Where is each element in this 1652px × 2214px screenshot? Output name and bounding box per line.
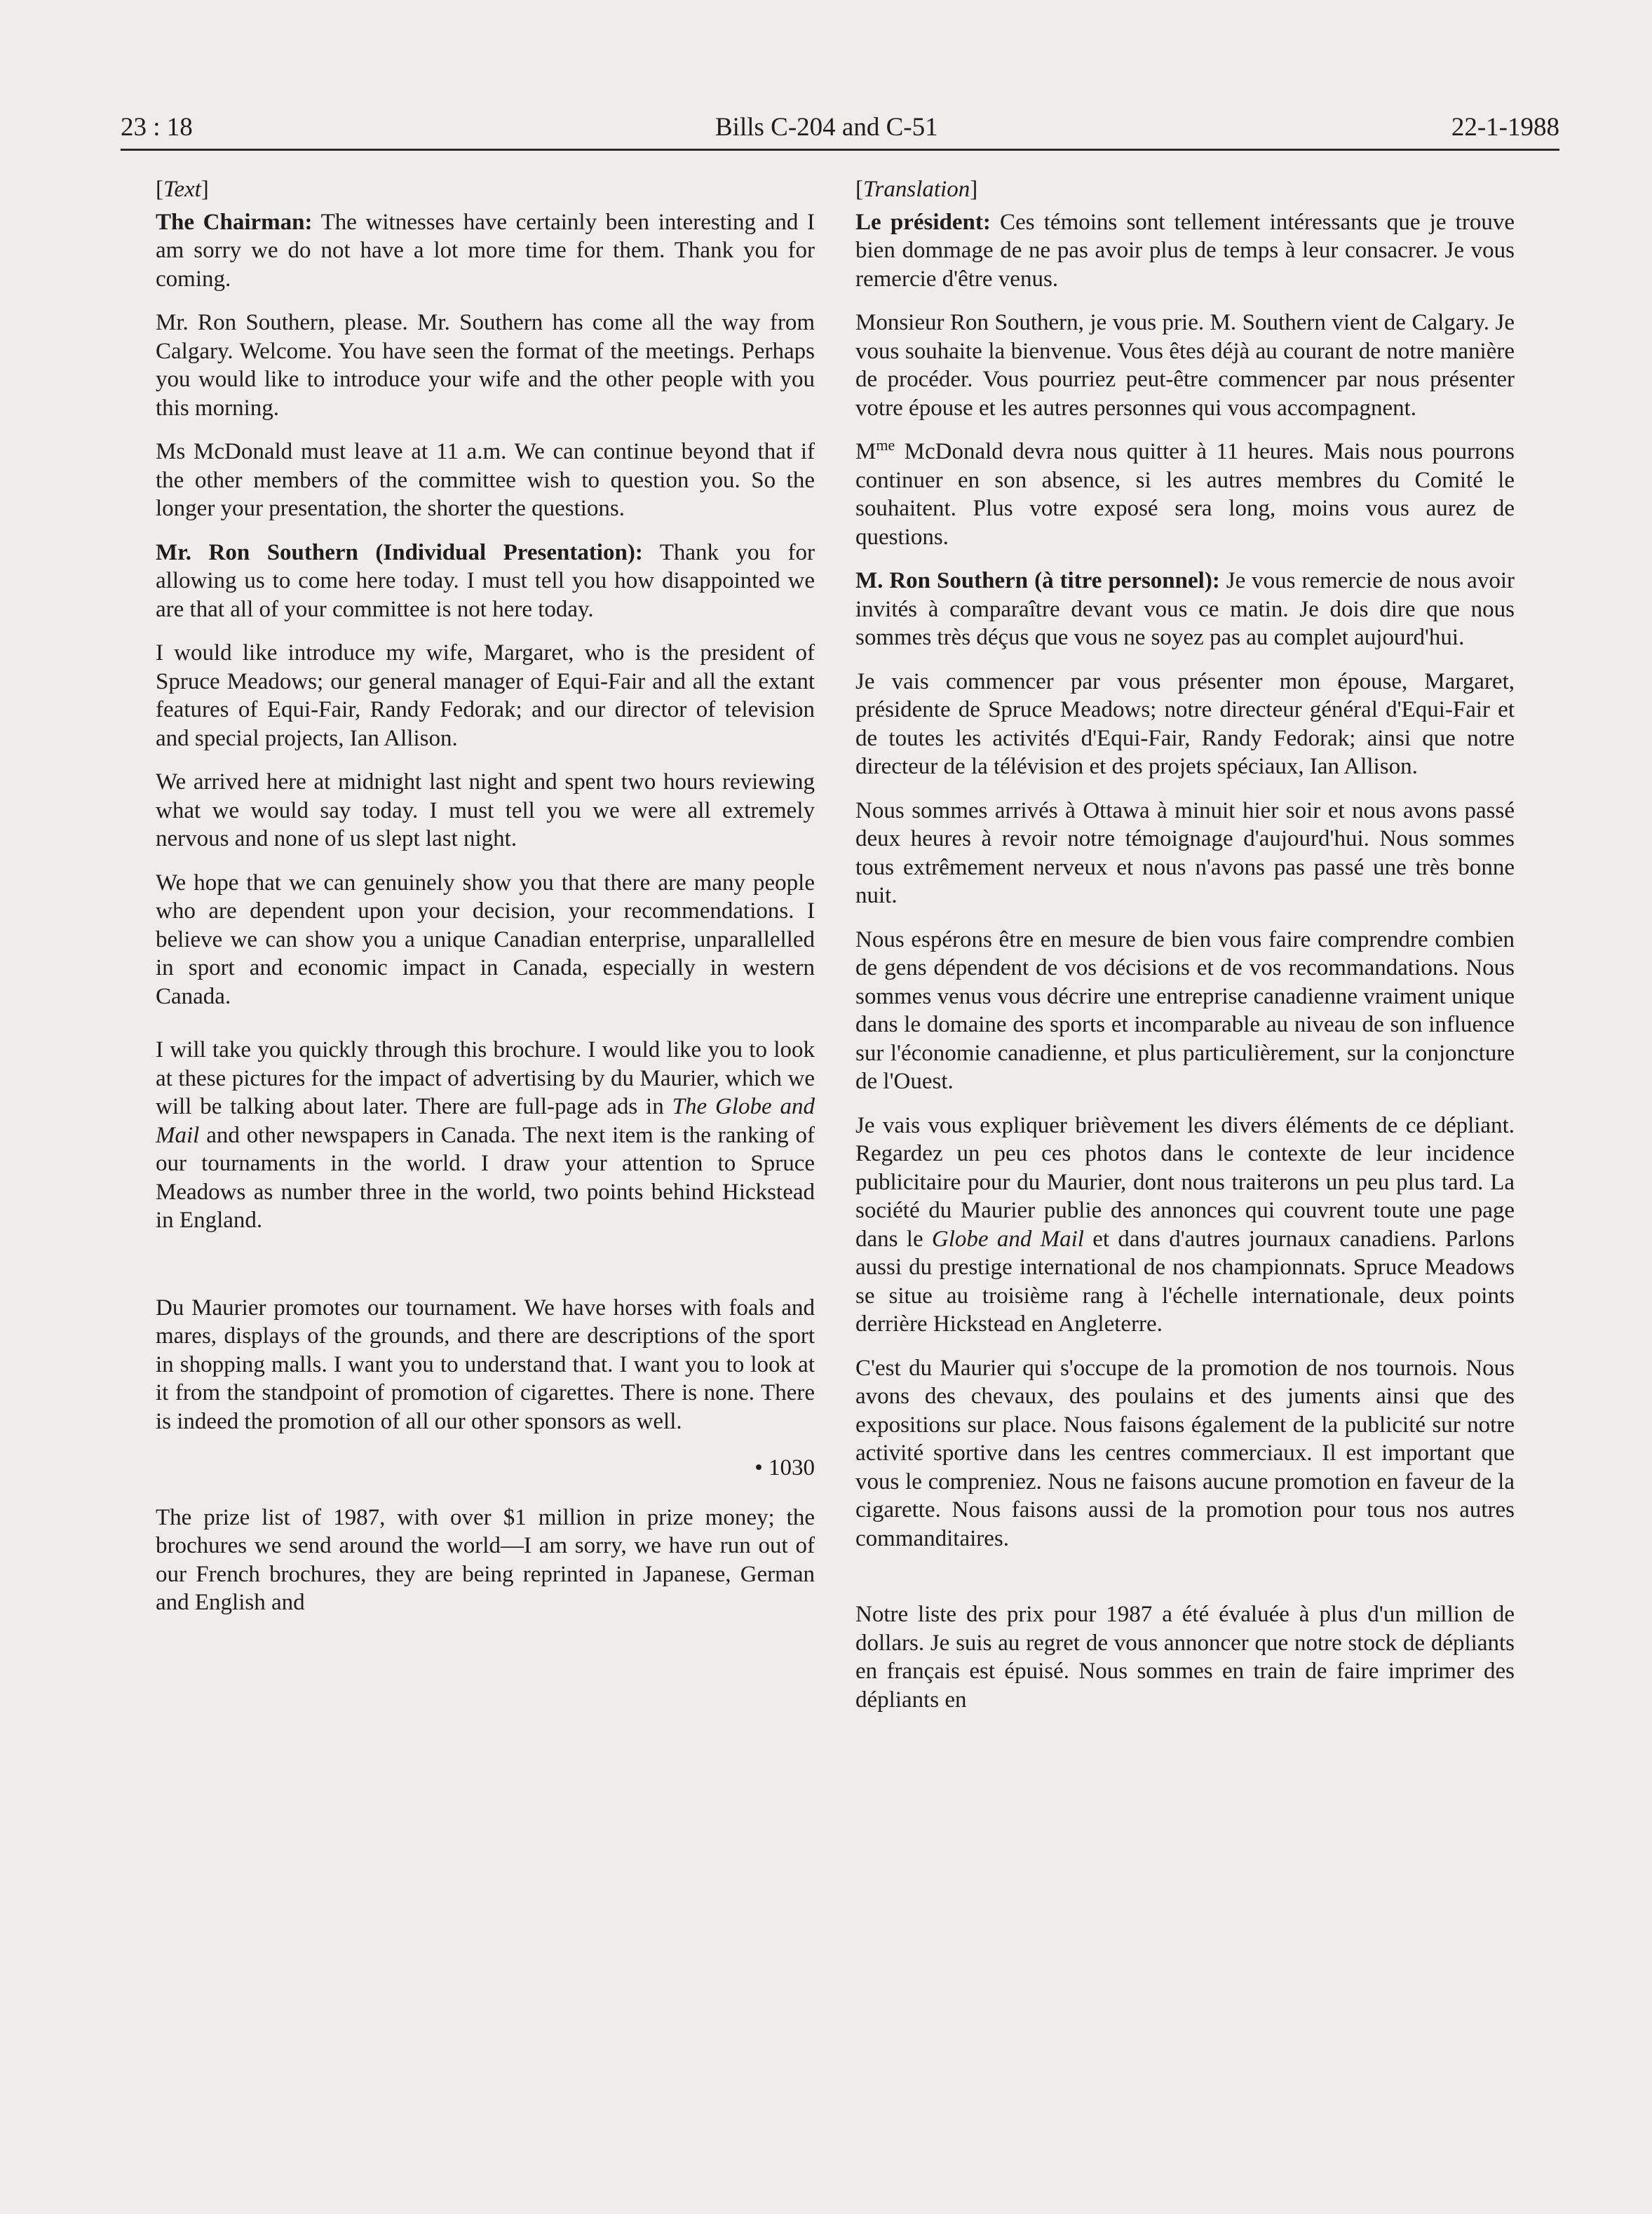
document-date: 22-1-1988 <box>1451 113 1559 142</box>
paragraph: The prize list of 1987, with over $1 million in prize money; the brochures we send around the world—I am sorry, we have run out of our French brochures, they are being reprinted in Japanese, German and English and <box>156 1504 815 1615</box>
english-column <box>156 175 815 1633</box>
french-column <box>855 175 1515 1729</box>
paragraph: Le président: Ces témoins sont tellement intéressants que je trouve bien dommage de ne pas avoir plus de temps à leur consacrer. Je vous remercie d'être venus. <box>855 209 1515 292</box>
section-tag: [Text] <box>156 177 209 202</box>
paragraph: Je vais commencer par vous présenter mon épouse, Margaret, présidente de Spruce Meadows; notre directeur général d'Equi-Fair et de toutes les activités d'Equi-Fair, Randy Fedorak; ainsi que notre directeur de la télévision et des projets spéciaux, Ian Allison. <box>855 668 1515 779</box>
document-title: Bills C-204 and C-51 <box>715 113 938 142</box>
paragraph: Mr. Ron Southern, please. Mr. Southern has come all the way from Calgary. Welcome. You have seen the format of the meetings. Perhaps you would like to introduce your wife and the other people with you this morning. <box>156 310 815 421</box>
speaker-name: Mr. Ron Southern (Individual Presentation): <box>156 539 643 565</box>
paragraph: The Chairman: The witnesses have certainly been interesting and I am sorry we do not have a lot more time for them. Thank you for coming. <box>156 209 815 292</box>
paragraph: Du Maurier promotes our tournament. We have horses with foals and mares, displays of the grounds, and there are descriptions of the sport in shopping malls. I want you to understand that. I want you to look at it from the standpoint of promotion of cigarettes. There is none. There is indeed the promotion of all our other sponsors as well. <box>156 1295 815 1434</box>
paragraph: C'est du Maurier qui s'occupe de la promotion de nos tournois. Nous avons des chevaux, des poulains et des juments ainsi que des expositions sur place. Nous faisons également de la publicité sur notre activité sportive dans les centres commerciaux. Il est important que vous le compreniez. Nous ne faisons aucune promotion en faveur de la cigarette. Nous faisons aussi de la promotion pour tous nos autres commanditaires. <box>855 1355 1515 1551</box>
speaker-name: The Chairman: <box>156 209 313 235</box>
paragraph: We hope that we can genuinely show you that there are many people who are dependent upon your decision, your recommendations. I believe we can show you a unique Canadian enterprise, unparallelled in sport and economic impact in Canada, especially in western Canada. <box>156 870 815 1009</box>
paragraph: Je vais vous expliquer brièvement les divers éléments de ce dépliant. Regardez un peu ces photos dans le contexte de leur incidence publicitaire pour du Maurier, dont nous traiterons un peu plus tard. La société du Maurier publie des annonces qui couvrent toute une page dans le Globe and Mail et dans d'autres journaux canadiens. Parlons aussi du prestige international de nos championnats. Spruce Meadows se situe au troisième rang à l'échelle internationale, deux points derrière Hickstead en Angleterre. <box>855 1112 1515 1337</box>
time-marker: • 1030 <box>754 1455 815 1480</box>
paragraph: Notre liste des prix pour 1987 a été évaluée à plus d'un million de dollars. Je suis au regret de vous annoncer que notre stock de dépliants en français est épuisé. Nous sommes en train de faire imprimer des dépliants en <box>855 1602 1515 1713</box>
speaker-name: M. Ron Southern (à titre personnel): <box>855 568 1220 593</box>
paragraph: $M^{me}$ McDonald devra nous quitter à 11 heures. Mais nous pourrons continuer en son absence, si les autres membres du Comité le souhaitent. Plus votre exposé sera long, moins vous aurez de questions. <box>855 436 1515 550</box>
speaker-name: Le président: <box>855 209 991 235</box>
section-tag: [Translation] <box>855 177 978 202</box>
page-header <box>121 112 1559 151</box>
paragraph: Ms McDonald must leave at 11 a.m. We can continue beyond that if the other members of the committee wish to question you. So the longer your presentation, the shorter the questions. <box>156 439 815 521</box>
paragraph: Nous sommes arrivés à Ottawa à minuit hier soir et nous avons passé deux heures à revoir notre témoignage d'aujourd'hui. Nous sommes tous extrêmement nerveux et nous n'avons pas passé une très bonne nuit. <box>855 797 1515 908</box>
paragraph: Nous espérons être en mesure de bien vous faire comprendre combien de gens dépendent de vos décisions et de vos recommandations. Nous sommes venus vous décrire une entreprise canadienne vraiment unique dans le domaine des sports et incomparable au niveau de son influence sur l'économie canadienne, et plus particulièrement, sur la conjoncture de l'Ouest. <box>855 926 1515 1094</box>
paragraph: Mr. Ron Southern (Individual Presentation): Thank you for allowing us to come here today. I must tell you how disappointed we are that all of your committee is not here today. <box>156 539 815 622</box>
paragraph: M. Ron Southern (à titre personnel): Je vous remercie de nous avoir invités à comparaître devant vous ce matin. Je dois dire que nous sommes très déçus que vous ne soyez pas au complet aujourd'hui. <box>855 568 1515 650</box>
header-rule <box>121 149 1559 151</box>
paragraph: We arrived here at midnight last night and spent two hours reviewing what we would say today. I must tell you we were all extremely nervous and none of us slept last night. <box>156 769 815 851</box>
paragraph: Monsieur Ron Southern, je vous prie. M. Southern vient de Calgary. Je vous souhaite la bienvenue. Vous êtes déjà au courant de notre manière de procéder. Vous pourriez peut-être commencer par nous présenter votre épouse et les autres personnes qui vous accompagnent. <box>855 310 1515 421</box>
paragraph: I will take you quickly through this brochure. I would like you to look at these pictures for the impact of advertising by du Maurier, which we will be talking about later. There are full-page ads in The Globe and Mail and other newspapers in Canada. The next item is the ranking of our tournaments in the world. I draw your attention to Spruce Meadows as number three in the world, two points behind Hickstead in England. <box>156 1037 815 1233</box>
page-number: 23 : 18 <box>121 113 193 142</box>
paragraph: I would like introduce my wife, Margaret, who is the president of Spruce Meadows; our general manager of Equi-Fair and all the extant features of Equi-Fair, Randy Fedorak; and our director of television and special projects, Ian Allison. <box>156 640 815 751</box>
